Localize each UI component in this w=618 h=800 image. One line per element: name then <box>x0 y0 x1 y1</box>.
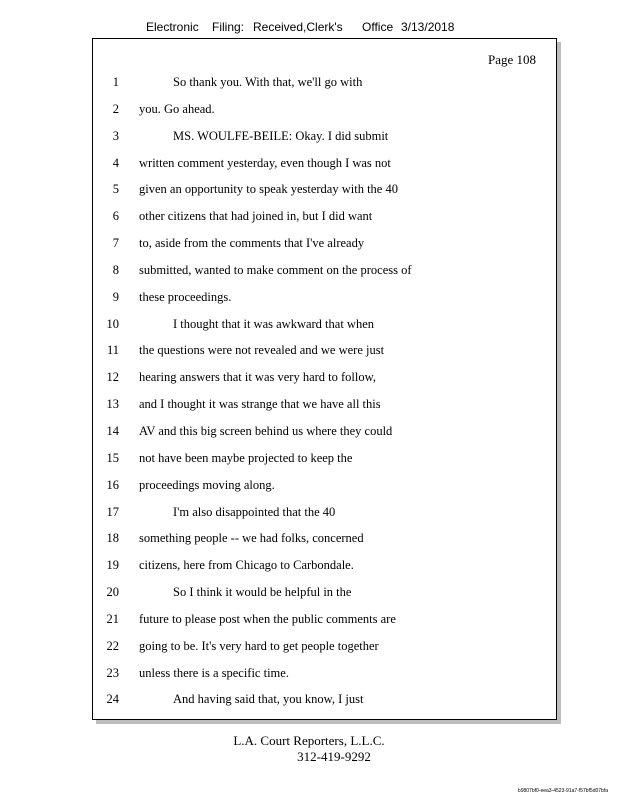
transcript-line <box>93 127 556 154</box>
line-number: 13 <box>106 397 119 412</box>
line-text: So I think it would be helpful in the <box>173 585 352 600</box>
transcript-line <box>93 100 556 127</box>
line-number: 8 <box>112 262 119 277</box>
footer-phone: 312-419-9292 <box>297 749 371 764</box>
line-number: 2 <box>112 101 119 116</box>
page-number: Page 108 <box>487 52 536 67</box>
line-text: something people -- we had folks, concerned <box>139 531 364 546</box>
line-text: future to please post when the public comments are <box>139 611 396 626</box>
line-number: 16 <box>106 477 119 492</box>
transcript-line <box>93 154 556 181</box>
transcript-line <box>93 261 556 288</box>
transcript-line <box>93 73 556 100</box>
line-text: and I thought it was strange that we have all this <box>139 397 381 412</box>
line-number: 24 <box>106 692 119 707</box>
line-number: 23 <box>106 665 119 680</box>
transcript-line <box>93 637 556 664</box>
transcript-line <box>93 395 556 422</box>
line-number: 5 <box>112 182 119 197</box>
transcript-line <box>93 503 556 530</box>
transcript-line <box>93 664 556 691</box>
line-text: going to be. It's very hard to get people together <box>139 638 379 653</box>
line-number: 3 <box>112 128 119 143</box>
transcript-line <box>93 368 556 395</box>
header-office: Office <box>362 20 394 34</box>
line-text: you. Go ahead. <box>139 101 215 116</box>
line-text: the questions were not revealed and we were just <box>139 343 385 358</box>
transcript-line <box>93 180 556 207</box>
line-text: MS. WOULFE-BEILE: Okay. I did submit <box>173 128 389 143</box>
transcript-line <box>93 341 556 368</box>
transcript-line <box>93 529 556 556</box>
header-filing: Filing: <box>212 20 245 34</box>
line-number: 6 <box>112 209 119 224</box>
filing-header <box>0 20 618 36</box>
line-text: I thought that it was awkward that when <box>173 316 374 331</box>
line-text: unless there is a specific time. <box>139 665 289 680</box>
line-text: given an opportunity to speak yesterday with the 40 <box>139 182 398 197</box>
line-number: 4 <box>112 155 119 170</box>
transcript-line <box>93 583 556 610</box>
line-number: 12 <box>106 370 119 385</box>
transcript-line <box>93 449 556 476</box>
transcript-line <box>93 234 556 261</box>
transcript-lines <box>93 73 556 717</box>
transcript-line <box>93 288 556 315</box>
line-text: other citizens that had joined in, but I did want <box>139 209 373 224</box>
transcript-line <box>93 556 556 583</box>
line-text: So thank you. With that, we'll go with <box>173 75 363 89</box>
transcript-line <box>93 690 556 717</box>
line-number: 19 <box>106 558 119 573</box>
line-number: 18 <box>106 531 119 546</box>
line-text: not have been maybe projected to keep the <box>139 450 353 465</box>
line-number: 20 <box>106 585 119 600</box>
footer-company: L.A. Court Reporters, L.L.C. <box>233 733 385 748</box>
transcript-page <box>92 38 557 720</box>
transcript-line <box>93 207 556 234</box>
header-date: 3/13/2018 <box>401 20 455 34</box>
transcript-line <box>93 476 556 503</box>
line-text: citizens, here from Chicago to Carbondale. <box>139 558 354 573</box>
line-text: proceedings moving along. <box>139 477 275 492</box>
line-text: hearing answers that it was very hard to follow, <box>139 370 376 385</box>
line-number: 9 <box>112 289 119 304</box>
line-number: 15 <box>106 450 119 465</box>
transcript-line <box>93 315 556 342</box>
line-number: 14 <box>106 423 119 438</box>
line-text: these proceedings. <box>139 289 232 304</box>
line-number: 22 <box>106 638 119 653</box>
line-number: 1 <box>112 75 119 89</box>
line-number: 21 <box>106 611 119 626</box>
line-number: 7 <box>112 236 119 251</box>
header-received: Received,Clerk's <box>253 20 343 34</box>
document-id: b9807bf0-eea3-4523-91a7-f57bf5d07bfa <box>517 788 608 794</box>
transcript-line <box>93 610 556 637</box>
line-text: And having said that, you know, I just <box>173 692 364 707</box>
line-text: to, aside from the comments that I've already <box>139 236 365 251</box>
line-number: 17 <box>106 504 119 519</box>
header-electronic: Electronic <box>146 20 199 34</box>
line-number: 10 <box>106 316 119 331</box>
transcript-line <box>93 422 556 449</box>
footer <box>0 733 618 765</box>
line-text: I'm also disappointed that the 40 <box>173 504 336 519</box>
line-text: written comment yesterday, even though I was not <box>139 155 391 170</box>
line-text: submitted, wanted to make comment on the process of <box>139 262 412 277</box>
line-number: 11 <box>106 343 119 358</box>
line-text: AV and this big screen behind us where they could <box>139 423 393 438</box>
